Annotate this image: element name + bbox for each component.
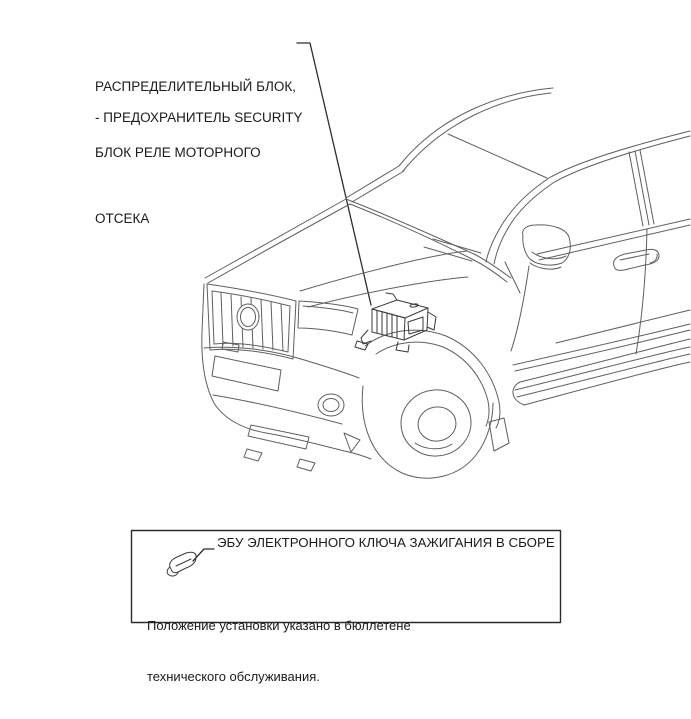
front-bumper bbox=[202, 284, 371, 471]
side-body bbox=[511, 150, 690, 371]
side-mirror-icon bbox=[523, 225, 571, 265]
relay-fuse-block-icon bbox=[355, 293, 436, 352]
front-wheel bbox=[362, 330, 509, 478]
roof-and-windshield bbox=[346, 88, 690, 264]
fuse-label: - ПРЕДОХРАНИТЕЛЬ SECURITY bbox=[95, 110, 303, 125]
key-ecu-component-icon bbox=[167, 552, 196, 576]
component-label bbox=[95, 32, 296, 274]
callout-box-note-line: технического обслуживания. bbox=[147, 669, 320, 684]
callout-box-title: ЭБУ ЭЛЕКТРОННОГО КЛЮЧА ЗАЖИГАНИЯ В СБОРЕ bbox=[217, 535, 555, 550]
headlight bbox=[298, 301, 358, 335]
leader-line bbox=[297, 43, 371, 305]
component-label-line: РАСПРЕДЕЛИТЕЛЬНЫЙ БЛОК, bbox=[95, 79, 296, 94]
callout-box-note bbox=[147, 583, 411, 719]
fog-light-icon bbox=[318, 394, 344, 416]
component-label-line: ОТСЕКА bbox=[95, 211, 150, 226]
callout-box-note-line: Положение установки указано в бюллетене bbox=[147, 618, 411, 633]
running-board bbox=[513, 339, 690, 405]
component-label-line: БЛОК РЕЛЕ МОТОРНОГО bbox=[95, 145, 261, 160]
